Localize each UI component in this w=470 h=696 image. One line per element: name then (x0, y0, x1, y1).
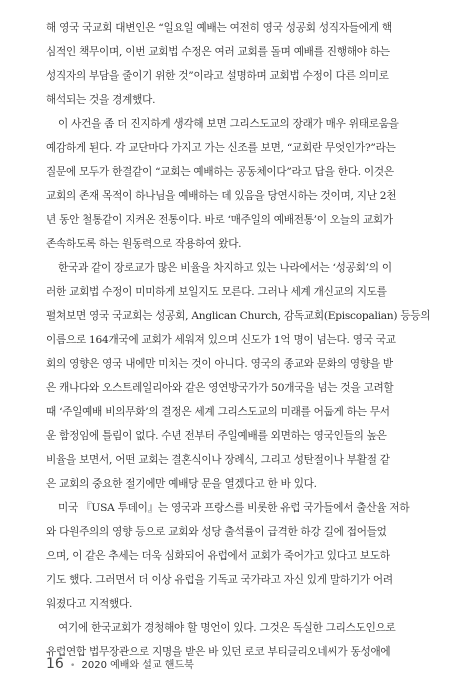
paragraph (46, 256, 431, 496)
page-number: 16 (46, 656, 64, 672)
paragraph (46, 112, 424, 256)
text-line: 여기에 한국교회가 경청해야 할 명언이 있다. 그것은 독실한 그리스도인으로 (58, 622, 396, 634)
text-line: 질문에 모두가 한결같이 “교회는 예배하는 공동체이다”라고 답을 한다. 이것은 (46, 166, 394, 178)
text-line: 기도 했다. 그러면서 더 이상 유럽을 기독교 국가라고 자신 있게 말하기가 어려 (46, 574, 393, 586)
paragraph (46, 496, 424, 616)
text-line: 비율을 보면서, 어떤 교회는 결혼식이나 장례식, 그리고 성탄절이나 부활절 같 (46, 454, 390, 466)
text-line: 운 함정임에 틀림이 없다. 수년 전부터 주일예배를 외면하는 영국인들의 높은 (46, 430, 387, 442)
text-line: 유럽연합 법무장관으로 지명을 받은 바 있던 로코 부티글리오네씨가 동성애에 (46, 646, 391, 658)
text-line: 으며, 이 같은 추세는 더욱 심화되어 유럽에서 교회가 죽어가고 있다고 보도하 (46, 550, 390, 562)
text-line: 이 사건을 좀 더 진지하게 생각해 보면 그리스도교의 장래가 매우 위태로움을 (58, 118, 399, 130)
text-line: 해석되는 것을 경계했다. (46, 94, 156, 106)
book-title: 2020 예배와 설교 핸드북 (81, 660, 194, 671)
text-line: 은 교회의 중요한 절기에만 예배당 문을 열겠다고 한 바 있다. (46, 478, 317, 490)
text-line: 존속하도록 하는 원동력으로 작용하여 왔다. (46, 238, 242, 250)
text-line: 러한 교회법 수정이 미미하게 보일지도 모른다. 그러나 세계 개신교의 지도를 (46, 286, 387, 298)
text-line: 은 캐나다와 오스트레일리아와 같은 영연방국가가 50개국을 넘는 것을 고려할 (46, 382, 394, 394)
text-line: 펼쳐보면 영국 국교회는 성공회, Anglican Church, 감독교회(Episcopalian) 등등의 (46, 310, 431, 322)
text-line: 워졌다고 지적했다. (46, 598, 133, 610)
text-line: 해 영국 국교회 대변인은 “일요일 예배는 여전히 영국 성공회 성직자들에게 핵 (46, 22, 392, 34)
footer-separator: • (70, 661, 76, 671)
text-line: 이름으로 164개국에 교회가 세워져 있으며 신도가 1억 명이 넘는다. 영국 국교 (46, 334, 396, 346)
text-line: 심적인 책무이며, 이번 교회법 수정은 여러 교회를 돌며 예배를 진행해야 하는 (46, 46, 390, 58)
text-line: 미국 『USA 투데이』는 영국과 프랑스를 비롯한 유럽 국가들에서 출산율 저하 (58, 502, 410, 514)
text-line: 성직자의 부담을 줄이기 위한 것”이라고 설명하며 교회법 수정이 다른 의미로 (46, 70, 389, 82)
text-line: 예감하게 된다. 각 교단마다 가지고 가는 신조를 보면, “교회란 무엇인가?”라는 (46, 142, 396, 154)
text-line: 교회의 존재 목적이 하나님을 예배하는 데 있음을 당연시하는 것이며, 지난 2천 (46, 190, 397, 202)
page-footer (46, 656, 194, 672)
text-line: 때 ‘주일예배 비의무화’의 결정은 세계 그리스도교의 미래를 어둡게 하는 무서 (46, 406, 390, 418)
text-line: 한국과 같이 장로교가 많은 비율을 차지하고 있는 나라에서는 ‘성공회’의 이 (58, 262, 392, 274)
text-line: 회의 영향은 영국 내에만 미치는 것이 아니다. 영국의 종교와 문화의 영향을 받 (46, 358, 393, 370)
text-line: 와 다원주의의 영향 등으로 교회와 성당 출석률이 급격한 하강 길에 접어들었 (46, 526, 387, 538)
text-body (46, 16, 431, 664)
text-line: 년 동안 철통같이 지켜온 전통이다. 바로 ‘매주일의 예배전통’이 오늘의 교회가 (46, 214, 393, 226)
paragraph (46, 16, 424, 112)
